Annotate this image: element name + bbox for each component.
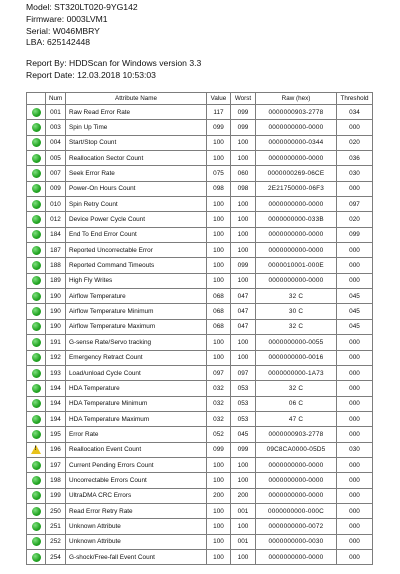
table-row (27, 273, 373, 288)
raw-hex-cell: 0000000000-0000 (256, 227, 337, 242)
value-cell: 068 (207, 304, 231, 319)
worst-cell: 100 (231, 519, 256, 534)
green-status-dot-icon (32, 261, 41, 270)
worst-cell: 100 (231, 197, 256, 212)
attribute-name-cell: Airflow Temperature Maximum (66, 319, 207, 334)
table-row (27, 503, 373, 518)
attribute-id-cell: 184 (46, 227, 66, 242)
table-row (27, 181, 373, 196)
attribute-id-cell: 009 (46, 181, 66, 196)
value-cell: 100 (207, 534, 231, 549)
threshold-cell: 000 (337, 503, 373, 518)
raw-hex-cell: 0000000000-0016 (256, 350, 337, 365)
attribute-id-cell: 193 (46, 365, 66, 380)
value-cell: 100 (207, 258, 231, 273)
attribute-name-cell: Airflow Temperature Minimum (66, 304, 207, 319)
table-row (27, 319, 373, 334)
smart-table-container (26, 92, 372, 565)
status-cell (27, 120, 46, 135)
threshold-cell: 000 (337, 534, 373, 549)
worst-cell: 200 (231, 488, 256, 503)
status-cell (27, 411, 46, 426)
worst-cell: 047 (231, 319, 256, 334)
attribute-id-cell: 252 (46, 534, 66, 549)
status-cell (27, 197, 46, 212)
attribute-id-cell: 192 (46, 350, 66, 365)
attribute-id-cell: 199 (46, 488, 66, 503)
status-cell (27, 427, 46, 442)
worst-cell: 099 (231, 442, 256, 457)
raw-hex-cell: 0000010001-000E (256, 258, 337, 273)
green-status-dot-icon (32, 415, 41, 424)
value-cell: 032 (207, 396, 231, 411)
threshold-cell: 020 (337, 135, 373, 150)
attribute-id-cell: 188 (46, 258, 66, 273)
attribute-id-cell: 194 (46, 381, 66, 396)
green-status-dot-icon (32, 522, 41, 531)
attribute-name-cell: UltraDMA CRC Errors (66, 488, 207, 503)
green-status-dot-icon (32, 184, 41, 193)
table-row (27, 549, 373, 564)
worst-cell: 047 (231, 289, 256, 304)
raw-hex-cell: 0000000000-0344 (256, 135, 337, 150)
raw-hex-cell: 0000000000-1A73 (256, 365, 337, 380)
raw-hex-cell: 0000000000-0000 (256, 120, 337, 135)
attribute-name-cell: Seek Error Rate (66, 166, 207, 181)
value-cell: 100 (207, 135, 231, 150)
table-row (27, 534, 373, 549)
worst-cell: 100 (231, 549, 256, 564)
worst-cell: 100 (231, 273, 256, 288)
attribute-id-cell: 005 (46, 151, 66, 166)
raw-hex-cell: 47 C (256, 411, 337, 426)
attribute-id-cell: 195 (46, 427, 66, 442)
raw-hex-cell: 0000000000-0000 (256, 273, 337, 288)
attribute-name-cell: High Fly Writes (66, 273, 207, 288)
table-row (27, 197, 373, 212)
green-status-dot-icon (32, 322, 41, 331)
value-cell: 100 (207, 243, 231, 258)
threshold-cell: 000 (337, 273, 373, 288)
threshold-cell: 000 (337, 350, 373, 365)
attribute-name-cell: Unknown Attribute (66, 534, 207, 549)
table-header-row (27, 93, 373, 105)
raw-hex-cell: 0000000000-0000 (256, 549, 337, 564)
worst-cell: 100 (231, 151, 256, 166)
raw-hex-cell: 0000000000-000C (256, 503, 337, 518)
attribute-name-cell: Spin Up Time (66, 120, 207, 135)
green-status-dot-icon (32, 369, 41, 378)
attribute-id-cell: 254 (46, 549, 66, 564)
status-cell (27, 473, 46, 488)
table-row (27, 396, 373, 411)
status-cell (27, 135, 46, 150)
serial-line: Serial: W046MBRY (26, 25, 100, 36)
raw-hex-cell: 0000000269-06CE (256, 166, 337, 181)
worst-cell: 060 (231, 166, 256, 181)
attribute-id-cell: 194 (46, 396, 66, 411)
green-status-dot-icon (32, 353, 41, 362)
threshold-cell: 045 (337, 289, 373, 304)
threshold-cell: 000 (337, 120, 373, 135)
green-status-dot-icon (32, 430, 41, 439)
worst-cell: 100 (231, 335, 256, 350)
table-row (27, 151, 373, 166)
green-status-dot-icon (32, 292, 41, 301)
attribute-name-cell: G-shock/Free-fall Event Count (66, 549, 207, 564)
attribute-id-cell: 197 (46, 457, 66, 472)
worst-cell: 001 (231, 503, 256, 518)
attribute-name-cell: Reported Uncorrectable Error (66, 243, 207, 258)
column-header-threshold: Threshold (337, 93, 373, 105)
value-cell: 052 (207, 427, 231, 442)
raw-hex-cell: 0000000000-0000 (256, 473, 337, 488)
raw-hex-cell: 0000000000-0000 (256, 151, 337, 166)
attribute-id-cell: 001 (46, 105, 66, 120)
status-cell (27, 335, 46, 350)
column-header-worst: Worst (231, 93, 256, 105)
threshold-cell: 045 (337, 319, 373, 334)
green-status-dot-icon (32, 276, 41, 285)
green-status-dot-icon (32, 537, 41, 546)
table-row (27, 457, 373, 472)
green-status-dot-icon (32, 169, 41, 178)
status-cell (27, 488, 46, 503)
attribute-id-cell: 190 (46, 304, 66, 319)
status-cell (27, 227, 46, 242)
value-cell: 075 (207, 166, 231, 181)
status-cell (27, 105, 46, 120)
attribute-name-cell: Power-On Hours Count (66, 181, 207, 196)
status-cell (27, 519, 46, 534)
status-cell (27, 181, 46, 196)
value-cell: 098 (207, 181, 231, 196)
attribute-id-cell: 012 (46, 212, 66, 227)
status-cell (27, 503, 46, 518)
green-status-dot-icon (32, 138, 41, 147)
attribute-name-cell: Load/unload Cycle Count (66, 365, 207, 380)
raw-hex-cell: 2E21750000-06F3 (256, 181, 337, 196)
value-cell: 100 (207, 273, 231, 288)
value-cell: 099 (207, 120, 231, 135)
worst-cell: 099 (231, 105, 256, 120)
status-cell (27, 273, 46, 288)
raw-hex-cell: 06 C (256, 396, 337, 411)
raw-hex-cell: 0000000000-0000 (256, 243, 337, 258)
worst-cell: 099 (231, 120, 256, 135)
threshold-cell: 000 (337, 243, 373, 258)
raw-hex-cell: 09C8CA0000-05D5 (256, 442, 337, 457)
threshold-cell: 000 (337, 181, 373, 196)
value-cell: 068 (207, 319, 231, 334)
value-cell: 100 (207, 350, 231, 365)
worst-cell: 053 (231, 381, 256, 396)
threshold-cell: 000 (337, 381, 373, 396)
attribute-name-cell: Reallocation Sector Count (66, 151, 207, 166)
table-row (27, 258, 373, 273)
raw-hex-cell: 32 C (256, 319, 337, 334)
status-cell (27, 151, 46, 166)
worst-cell: 099 (231, 258, 256, 273)
threshold-cell: 030 (337, 166, 373, 181)
table-row (27, 442, 373, 457)
attribute-name-cell: G-sense Rate/Servo tracking (66, 335, 207, 350)
value-cell: 068 (207, 289, 231, 304)
status-cell (27, 289, 46, 304)
column-header-status (27, 93, 46, 105)
table-row (27, 381, 373, 396)
table-row (27, 289, 373, 304)
attribute-id-cell: 196 (46, 442, 66, 457)
attribute-name-cell: Raw Read Error Rate (66, 105, 207, 120)
threshold-cell: 020 (337, 212, 373, 227)
model-line: Model: ST320LT020-9YG142 (26, 2, 138, 12)
attribute-name-cell: Spin Retry Count (66, 197, 207, 212)
green-status-dot-icon (32, 399, 41, 408)
warning-triangle-icon (31, 445, 41, 454)
column-header-num: Num (46, 93, 66, 105)
status-cell (27, 166, 46, 181)
green-status-dot-icon (32, 230, 41, 239)
value-cell: 032 (207, 411, 231, 426)
threshold-cell: 099 (337, 227, 373, 242)
attribute-name-cell: Device Power Cycle Count (66, 212, 207, 227)
attribute-name-cell: HDA Temperature Minimum (66, 396, 207, 411)
attribute-id-cell: 194 (46, 411, 66, 426)
attribute-id-cell: 190 (46, 289, 66, 304)
attribute-id-cell: 251 (46, 519, 66, 534)
green-status-dot-icon (32, 123, 41, 132)
table-row (27, 411, 373, 426)
worst-cell: 100 (231, 457, 256, 472)
header-spacer (26, 49, 201, 58)
value-cell: 100 (207, 335, 231, 350)
threshold-cell: 000 (337, 396, 373, 411)
table-row (27, 135, 373, 150)
status-cell (27, 304, 46, 319)
worst-cell: 097 (231, 365, 256, 380)
threshold-cell: 097 (337, 197, 373, 212)
threshold-cell: 000 (337, 411, 373, 426)
status-cell (27, 381, 46, 396)
worst-cell: 053 (231, 396, 256, 411)
smart-attributes-table (26, 92, 373, 565)
attribute-name-cell: Unknown Attribute (66, 519, 207, 534)
value-cell: 100 (207, 197, 231, 212)
attribute-id-cell: 003 (46, 120, 66, 135)
raw-hex-cell: 0000000000-0072 (256, 519, 337, 534)
threshold-cell: 036 (337, 151, 373, 166)
green-status-dot-icon (32, 108, 41, 117)
raw-hex-cell: 32 C (256, 381, 337, 396)
worst-cell: 045 (231, 427, 256, 442)
raw-hex-cell: 32 C (256, 289, 337, 304)
attribute-id-cell: 010 (46, 197, 66, 212)
status-cell (27, 319, 46, 334)
green-status-dot-icon (32, 491, 41, 500)
attribute-name-cell: Uncorrectable Errors Count (66, 473, 207, 488)
table-row (27, 227, 373, 242)
table-row (27, 365, 373, 380)
report-date-line: Report Date: 12.03.2018 10:53:03 (26, 69, 156, 80)
raw-hex-cell: 30 C (256, 304, 337, 319)
raw-hex-cell: 0000000000-0055 (256, 335, 337, 350)
value-cell: 100 (207, 212, 231, 227)
green-status-dot-icon (32, 461, 41, 470)
status-cell (27, 212, 46, 227)
table-row (27, 519, 373, 534)
green-status-dot-icon (32, 553, 41, 562)
lba-line: LBA: 625142448 (26, 37, 91, 48)
worst-cell: 100 (231, 135, 256, 150)
green-status-dot-icon (32, 246, 41, 255)
attribute-name-cell: HDA Temperature Maximum (66, 411, 207, 426)
firmware-line: Firmware: 0003LVM1 (26, 13, 108, 24)
worst-cell: 001 (231, 534, 256, 549)
status-cell (27, 457, 46, 472)
value-cell: 100 (207, 503, 231, 518)
status-cell (27, 365, 46, 380)
value-cell: 099 (207, 442, 231, 457)
raw-hex-cell: 0000000000-0030 (256, 534, 337, 549)
status-cell (27, 243, 46, 258)
attribute-name-cell: Reported Command Timeouts (66, 258, 207, 273)
status-cell (27, 534, 46, 549)
attribute-name-cell: Read Error Retry Rate (66, 503, 207, 518)
value-cell: 032 (207, 381, 231, 396)
table-row (27, 427, 373, 442)
threshold-cell: 000 (337, 457, 373, 472)
green-status-dot-icon (32, 476, 41, 485)
threshold-cell: 000 (337, 473, 373, 488)
attribute-id-cell: 007 (46, 166, 66, 181)
status-cell (27, 258, 46, 273)
threshold-cell: 045 (337, 304, 373, 319)
green-status-dot-icon (32, 200, 41, 209)
status-cell (27, 396, 46, 411)
threshold-cell: 000 (337, 427, 373, 442)
table-body (27, 105, 373, 565)
table-row (27, 105, 373, 120)
table-row (27, 120, 373, 135)
worst-cell: 098 (231, 181, 256, 196)
green-status-dot-icon (32, 384, 41, 393)
table-row (27, 304, 373, 319)
attribute-name-cell: Emergency Retract Count (66, 350, 207, 365)
column-header-raw: Raw (hex) (256, 93, 337, 105)
raw-hex-cell: 0000000000-033B (256, 212, 337, 227)
value-cell: 117 (207, 105, 231, 120)
worst-cell: 100 (231, 212, 256, 227)
table-row (27, 335, 373, 350)
status-cell (27, 549, 46, 564)
worst-cell: 100 (231, 473, 256, 488)
table-row (27, 473, 373, 488)
threshold-cell: 000 (337, 335, 373, 350)
threshold-cell: 000 (337, 365, 373, 380)
value-cell: 100 (207, 457, 231, 472)
raw-hex-cell: 0000000903-2778 (256, 427, 337, 442)
threshold-cell: 000 (337, 519, 373, 534)
green-status-dot-icon (32, 338, 41, 347)
attribute-id-cell: 189 (46, 273, 66, 288)
table-row (27, 243, 373, 258)
attribute-name-cell: Current Pending Errors Count (66, 457, 207, 472)
attribute-id-cell: 198 (46, 473, 66, 488)
threshold-cell: 030 (337, 442, 373, 457)
green-status-dot-icon (32, 215, 41, 224)
worst-cell: 100 (231, 350, 256, 365)
worst-cell: 047 (231, 304, 256, 319)
column-header-attribute: Attribute Name (66, 93, 207, 105)
threshold-cell: 034 (337, 105, 373, 120)
attribute-id-cell: 191 (46, 335, 66, 350)
raw-hex-cell: 0000000000-0000 (256, 197, 337, 212)
attribute-name-cell: HDA Temperature (66, 381, 207, 396)
value-cell: 100 (207, 519, 231, 534)
attribute-name-cell: End To End Error Count (66, 227, 207, 242)
column-header-value: Value (207, 93, 231, 105)
worst-cell: 053 (231, 411, 256, 426)
green-status-dot-icon (32, 154, 41, 163)
worst-cell: 100 (231, 243, 256, 258)
attribute-name-cell: Start/Stop Count (66, 135, 207, 150)
value-cell: 100 (207, 227, 231, 242)
value-cell: 100 (207, 151, 231, 166)
attribute-id-cell: 250 (46, 503, 66, 518)
table-row (27, 166, 373, 181)
attribute-id-cell: 190 (46, 319, 66, 334)
attribute-name-cell: Error Rate (66, 427, 207, 442)
attribute-id-cell: 187 (46, 243, 66, 258)
table-row (27, 350, 373, 365)
worst-cell: 100 (231, 227, 256, 242)
attribute-name-cell: Reallocation Event Count (66, 442, 207, 457)
value-cell: 100 (207, 549, 231, 564)
attribute-name-cell: Airflow Temperature (66, 289, 207, 304)
threshold-cell: 000 (337, 488, 373, 503)
status-cell (27, 350, 46, 365)
value-cell: 200 (207, 488, 231, 503)
raw-hex-cell: 0000000903-2778 (256, 105, 337, 120)
report-header (26, 2, 201, 82)
table-row (27, 488, 373, 503)
status-cell (27, 442, 46, 457)
report-by-line: Report By: HDDScan for Windows version 3.3 (26, 58, 202, 69)
value-cell: 097 (207, 365, 231, 380)
value-cell: 100 (207, 473, 231, 488)
threshold-cell: 000 (337, 258, 373, 273)
raw-hex-cell: 0000000000-0000 (256, 488, 337, 503)
attribute-id-cell: 004 (46, 135, 66, 150)
threshold-cell: 000 (337, 549, 373, 564)
raw-hex-cell: 0000000000-0000 (256, 457, 337, 472)
green-status-dot-icon (32, 507, 41, 516)
green-status-dot-icon (32, 307, 41, 316)
table-row (27, 212, 373, 227)
